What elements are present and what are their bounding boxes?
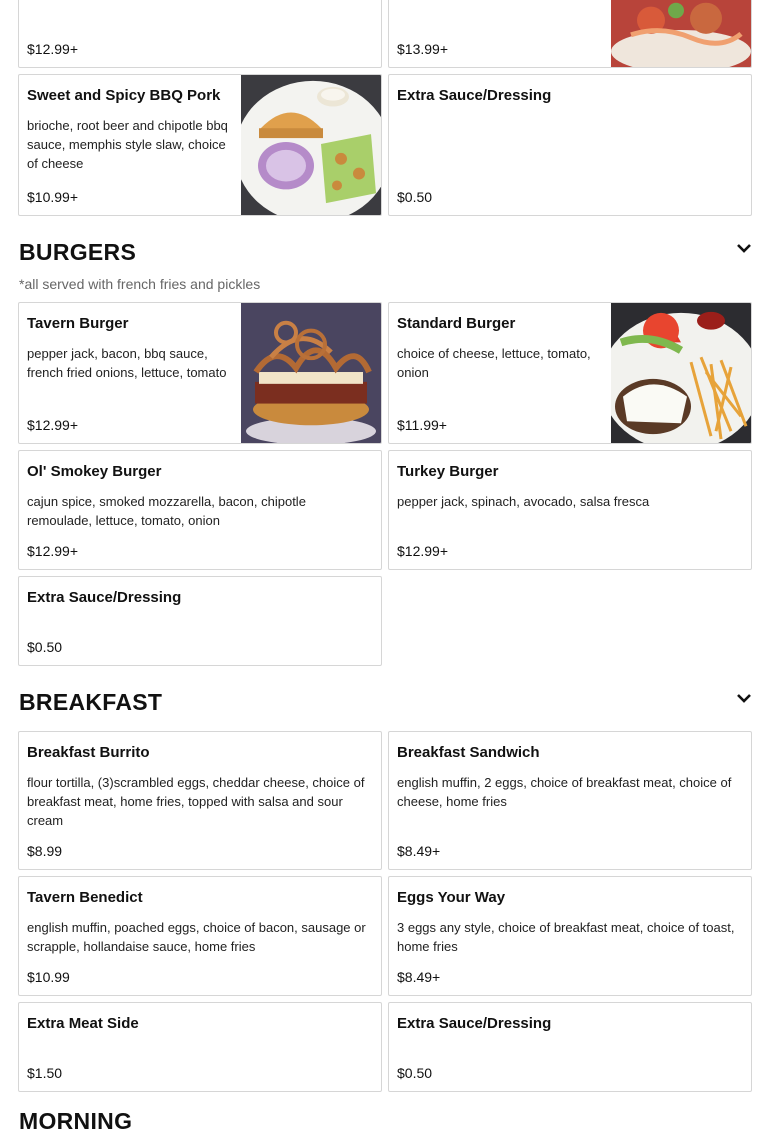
item-name: Turkey Burger (397, 463, 499, 480)
item-name: Extra Meat Side (27, 1015, 139, 1032)
item-name: Extra Sauce/Dressing (397, 1015, 552, 1032)
item-price: $0.50 (397, 189, 433, 205)
item-name: Breakfast Sandwich (397, 744, 540, 761)
item-name: Standard Burger (397, 315, 516, 332)
item-price: $8.99 (27, 843, 63, 859)
chevron-down-icon[interactable] (735, 689, 753, 707)
menu-item-card[interactable] (18, 576, 382, 666)
item-price: $12.99+ (27, 417, 78, 433)
item-price: $11.99+ (397, 417, 447, 433)
item-price: $1.50 (27, 1065, 63, 1081)
section-note-burgers: *all served with french fries and pickles (19, 276, 261, 292)
item-price: $12.99+ (27, 41, 78, 57)
menu-item-card[interactable] (18, 876, 382, 996)
item-name: Ol' Smokey Burger (27, 463, 162, 480)
item-description: english muffin, 2 eggs, choice of breakfast meat, choice of cheese, home fries (397, 775, 732, 809)
item-name: Breakfast Burrito (27, 744, 150, 761)
item-photo (241, 75, 381, 215)
item-price: $0.50 (27, 639, 63, 655)
menu-item-card[interactable] (18, 731, 382, 870)
item-name: Sweet and Spicy BBQ Pork (27, 87, 221, 104)
menu-item-card[interactable] (388, 731, 752, 870)
item-photo (611, 303, 751, 443)
menu-item-card[interactable] (388, 302, 752, 444)
item-price: $8.49+ (397, 843, 441, 859)
menu-item-card[interactable] (388, 876, 752, 996)
item-name: Eggs Your Way (397, 889, 506, 906)
item-name: Tavern Benedict (27, 889, 143, 906)
menu-item-card[interactable] (18, 302, 382, 444)
item-price: $8.49+ (397, 969, 441, 985)
item-photo (241, 303, 381, 443)
menu-item-card[interactable] (18, 74, 382, 216)
item-description: pepper jack, bacon, bbq sauce, french fried onions, lettuce, tomato (27, 346, 227, 380)
item-description: flour tortilla, (3)scrambled eggs, cheddar cheese, choice of breakfast meat, home fries, topped with salsa and sour cream (27, 775, 365, 828)
item-price: $12.99+ (397, 543, 448, 559)
item-name: Tavern Burger (27, 315, 129, 332)
item-name: Extra Sauce/Dressing (27, 589, 182, 606)
section-title-next: MORNING (19, 1108, 133, 1134)
section-title-breakfast: BREAKFAST (19, 689, 163, 715)
menu-item-card[interactable] (388, 450, 752, 570)
menu-item-card[interactable] (388, 0, 752, 68)
item-description: 3 eggs any style, choice of breakfast meat, choice of toast, home fries (397, 920, 735, 954)
item-description: pepper jack, spinach, avocado, salsa fresca (397, 494, 650, 509)
item-price: $10.99 (27, 969, 70, 985)
item-price: $12.99+ (27, 543, 78, 559)
item-price: $10.99+ (27, 189, 78, 205)
item-description: brioche, root beer and chipotle bbq sauce, memphis style slaw, choice of cheese (27, 118, 228, 171)
item-photo (611, 0, 751, 67)
item-price: $13.99+ (397, 41, 448, 57)
item-price: $0.50 (397, 1065, 433, 1081)
item-description: english muffin, poached eggs, choice of bacon, sausage or scrapple, hollandaise sauce, home fries (27, 920, 366, 954)
menu-item-card[interactable] (18, 1002, 382, 1092)
item-description: cajun spice, smoked mozzarella, bacon, chipotle remoulade, lettuce, tomato, onion (27, 494, 306, 528)
menu-item-card[interactable] (388, 1002, 752, 1092)
chevron-down-icon[interactable] (735, 239, 753, 257)
menu-item-card[interactable] (388, 74, 752, 216)
item-name: Extra Sauce/Dressing (397, 87, 552, 104)
section-title-burgers: BURGERS (19, 239, 137, 265)
menu-item-card[interactable] (18, 450, 382, 570)
menu-item-card[interactable] (18, 0, 382, 68)
item-description: choice of cheese, lettuce, tomato, onion (397, 346, 591, 380)
